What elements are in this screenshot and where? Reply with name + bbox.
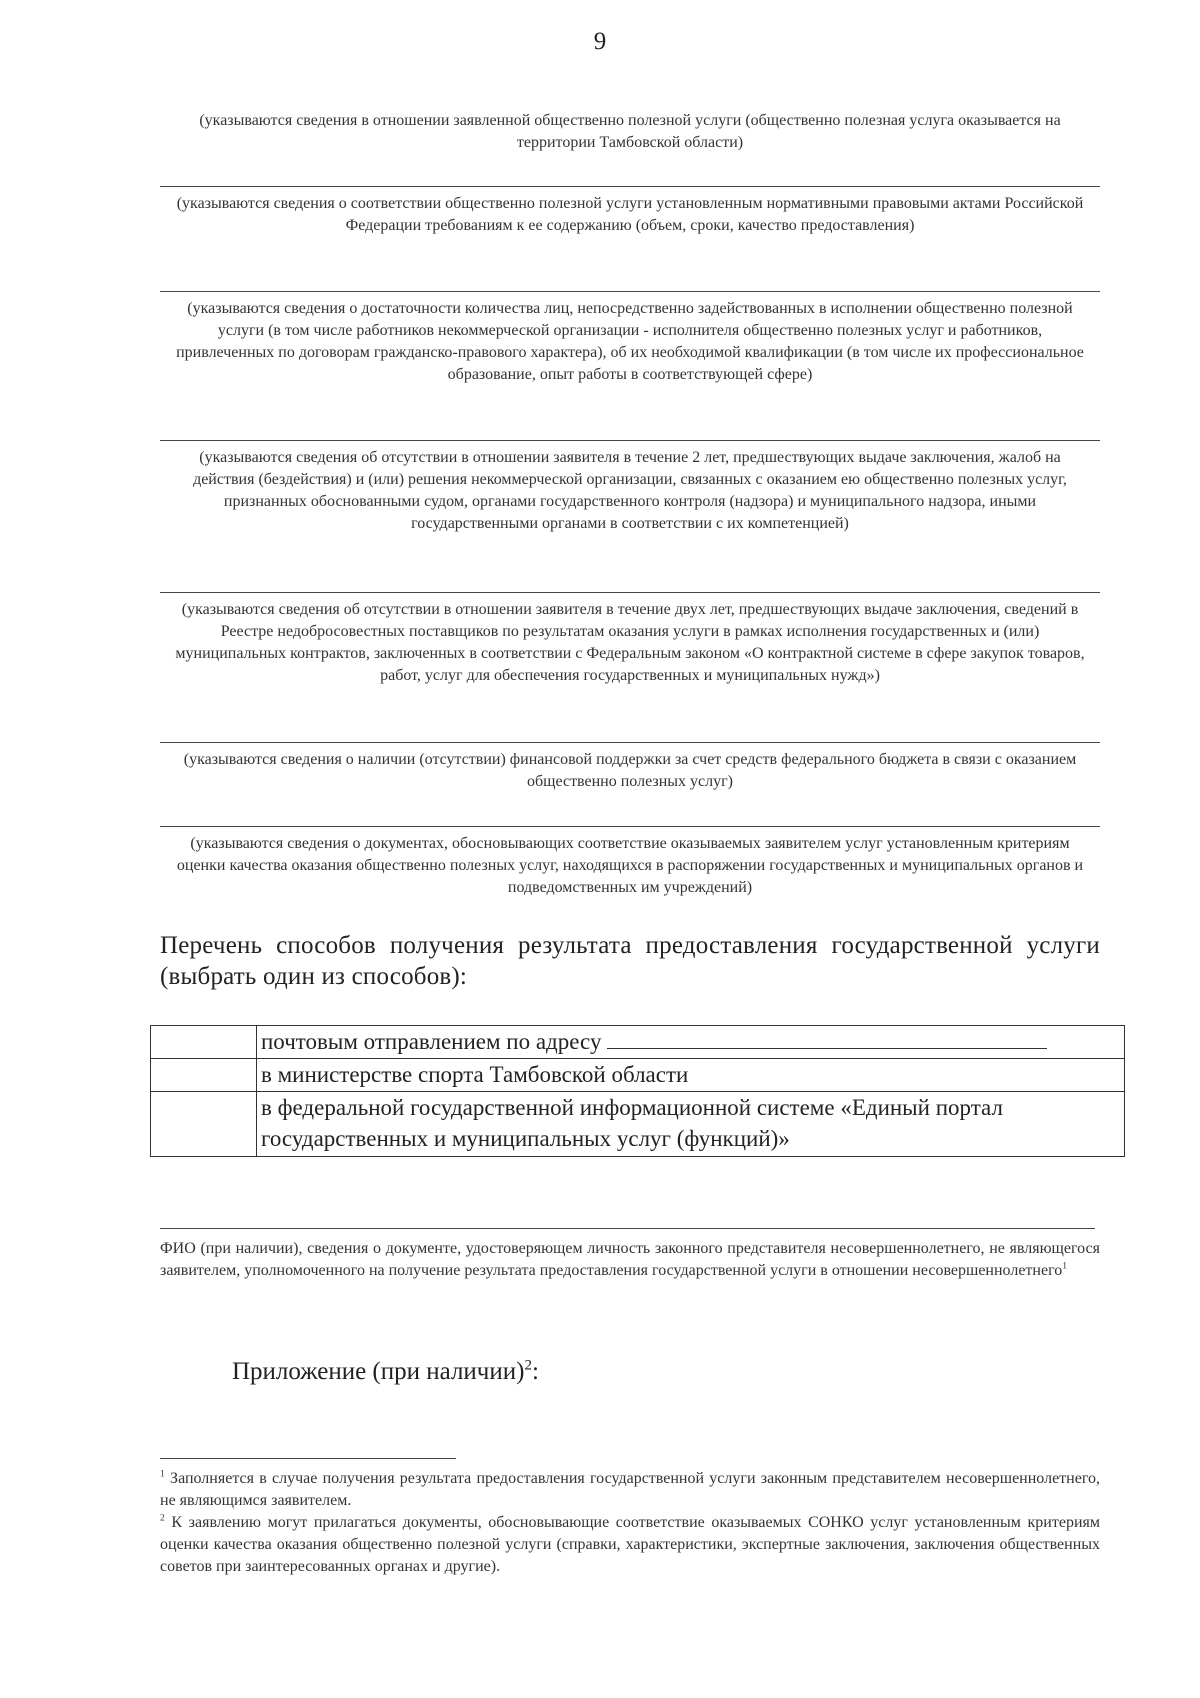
footnote-mark-1: 1 bbox=[160, 1468, 165, 1480]
methods-heading: Перечень способов получения результата предоставления государственной услуги (выбрать один из способов): bbox=[160, 932, 1100, 990]
representative-caption bbox=[160, 1238, 1100, 1282]
field-caption-no-bad-suppliers: (указываются сведения об отсутствии в отношении заявителя в течение двух лет, предшествующих выдаче заключения, сведений в Реестре недобросовестных поставщиков по результатам оказания услуги в рамках исполнения государственных и (или) муниципальных контрактов, заключенных в соответствии с Федеральным законом «О контрактной системе в сфере закупок товаров, работ, услуг для обеспечения государственных и муниципальных нужд») bbox=[175, 601, 1085, 684]
methods-table bbox=[150, 1025, 1125, 1157]
representative-fill-line bbox=[160, 1228, 1095, 1229]
field-quality-documents bbox=[160, 826, 1100, 899]
address-fill-line[interactable] bbox=[607, 1028, 1047, 1049]
fill-in-line bbox=[160, 592, 1100, 593]
footnote-text-1: Заполняется в случае получения результата предоставления государственной услуги законным представителем несовершеннолетнего, не являющимся заявителем. bbox=[160, 1470, 1101, 1509]
field-caption-service-compliance: (указываются сведения о соответствии общественно полезной услуги установленным нормативными правовыми актами Российской Федерации требованиям к ее содержанию (объем, сроки, качество предоставления) bbox=[176, 195, 1084, 234]
field-caption-quality-documents: (указываются сведения о документах, обосновывающих соответствие оказываемых заявителем услуг установленным критериям оценки качества оказания общественно полезных услуг, находящихся в распоряжении государственных и муниципальных органов и подведомственных им учреждений) bbox=[176, 835, 1084, 896]
field-caption-financial-support: (указываются сведения о наличии (отсутствии) финансовой поддержки за счет средств федерального бюджета в связи с оказанием общественно полезных услуг) bbox=[183, 751, 1077, 790]
table-row bbox=[151, 1059, 1125, 1092]
attachment-label bbox=[232, 1358, 539, 1386]
option-ministry bbox=[257, 1059, 1125, 1092]
field-caption-staff-sufficiency: (указываются сведения о достаточности количества лиц, непосредственно задействованных в исполнении общественно полезной услуги (в том числе работников некоммерческой организации - исполнителя общественно полезных услуг и работников, привлеченных по договорам гражданско-правового характера), об их необходимой квалификации (в том числе их профессиональное образование, опыт работы в соответствующей сфере) bbox=[176, 300, 1084, 383]
option-label: в федеральной государственной информационной системе «Единый портал государственных и муниципальных услуг (функций)» bbox=[261, 1095, 1003, 1151]
footnote-mark-2: 2 bbox=[160, 1512, 165, 1524]
option-select-cell-portal[interactable] bbox=[151, 1092, 257, 1157]
attachment-colon: : bbox=[531, 1358, 539, 1385]
option-label: в министерстве спорта Тамбовской области bbox=[261, 1062, 689, 1087]
footnote-ref-1: 1 bbox=[1062, 1260, 1068, 1272]
footnote-ref-2: 2 bbox=[524, 1357, 532, 1374]
footnote-text-2: К заявлению могут прилагаться документы, обосновывающие соответствие оказываемых СОНКО услуг установленным критериям оценки качества оказания общественно полезной услуги (справки, характеристики, экспертные заключения, заключения общественных советов при заинтересованных органах и другие). bbox=[160, 1514, 1101, 1575]
footnote-separator bbox=[160, 1458, 456, 1459]
field-caption-no-complaints: (указываются сведения об отсутствии в отношении заявителя в течение 2 лет, предшествующих выдаче заключения, жалоб на действия (бездействия) и (или) решения некоммерческой организации, связанных с оказанием ею общественно полезных услуг, признанных обоснованными судом, органами государственного контроля (надзора) и муниципального надзора, иными государственными органами в соответствии с их компетенцией) bbox=[193, 449, 1067, 532]
footnote-2 bbox=[160, 1512, 1100, 1578]
attachment-label-text: Приложение (при наличии) bbox=[232, 1358, 525, 1385]
page-number: 9 bbox=[593, 28, 607, 55]
table-row bbox=[151, 1026, 1125, 1059]
option-label: почтовым отправлением по адресу bbox=[261, 1029, 602, 1054]
field-financial-support bbox=[160, 742, 1100, 793]
fill-in-line bbox=[160, 440, 1100, 441]
field-staff-sufficiency bbox=[160, 291, 1100, 386]
footnotes bbox=[160, 1468, 1100, 1578]
field-no-bad-suppliers bbox=[160, 592, 1100, 687]
fill-in-line bbox=[160, 826, 1100, 827]
option-select-cell-ministry[interactable] bbox=[151, 1059, 257, 1092]
fill-in-line bbox=[160, 291, 1100, 292]
footnote-1 bbox=[160, 1468, 1100, 1512]
option-portal bbox=[257, 1092, 1125, 1157]
option-mail bbox=[257, 1026, 1125, 1059]
field-service-compliance bbox=[160, 186, 1100, 237]
field-no-complaints bbox=[160, 440, 1100, 535]
field-caption-service-info: (указываются сведения в отношении заявленной общественно полезной услуги (общественно полезная услуга оказывается на территории Тамбовской области) bbox=[199, 112, 1061, 151]
representative-caption-text: ФИО (при наличии), сведения о документе, удостоверяющем личность законного представителя несовершеннолетнего, не являющегося заявителем, уполномоченного на получение результата предоставления государственной услуги в отношении несовершеннолетнего bbox=[160, 1240, 1100, 1279]
fill-in-line bbox=[160, 186, 1100, 187]
option-select-cell-mail[interactable] bbox=[151, 1026, 257, 1059]
fill-in-line bbox=[160, 742, 1100, 743]
table-row bbox=[151, 1092, 1125, 1157]
